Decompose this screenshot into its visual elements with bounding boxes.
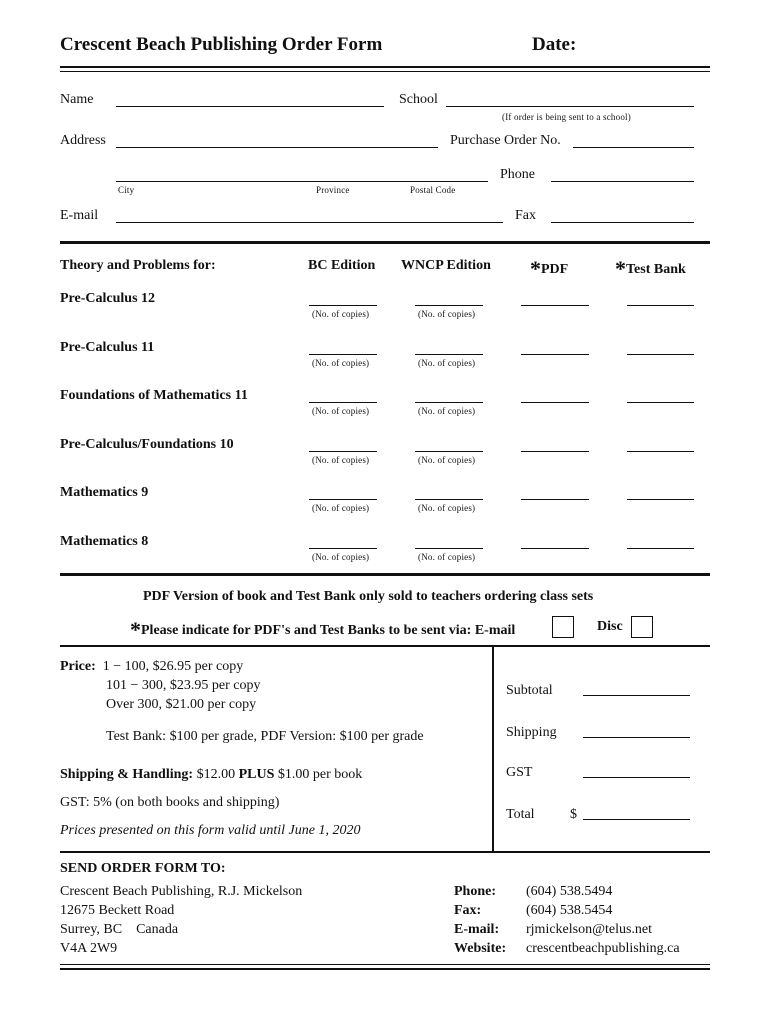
province-label: Province xyxy=(316,185,350,195)
fax-label: Fax xyxy=(515,208,536,223)
copies-note: (No. of copies) xyxy=(312,358,370,368)
total-label: Total xyxy=(506,807,535,822)
send-order-heading: SEND ORDER FORM TO: xyxy=(60,861,226,876)
total-dollar-sign: $ xyxy=(570,807,577,822)
school-label: School xyxy=(399,92,438,107)
price-tier-3: Over 300, $21.00 per copy xyxy=(106,697,257,712)
contact-email[interactable]: rjmickelson@telus.net xyxy=(526,922,653,937)
section-rule-4 xyxy=(60,851,710,853)
testbank-field[interactable] xyxy=(627,354,694,355)
name-label: Name xyxy=(60,92,94,107)
header-rule-top xyxy=(60,66,710,68)
copies-note: (No. of copies) xyxy=(312,503,370,513)
wncp-edition-field[interactable] xyxy=(415,499,483,500)
copies-note: (No. of copies) xyxy=(418,552,476,562)
header-rule-bottom xyxy=(60,71,710,72)
testbank-field[interactable] xyxy=(627,402,694,403)
contact-address-2: 12675 Beckett Road xyxy=(60,903,175,918)
disc-checkbox[interactable] xyxy=(631,616,653,638)
shipping-field[interactable] xyxy=(583,737,690,738)
section-rule-2 xyxy=(60,573,710,576)
bc-edition-field[interactable] xyxy=(309,451,377,452)
testbank-field[interactable] xyxy=(627,451,694,452)
order-row-title: Pre-Calculus 12 xyxy=(60,291,156,306)
section-rule-3 xyxy=(60,645,710,647)
contact-fax-label: Fax: xyxy=(454,903,482,918)
school-note: (If order is being sent to a school) xyxy=(502,112,631,122)
gst-field[interactable] xyxy=(583,777,690,778)
pricing-divider xyxy=(492,646,494,852)
pdf-field[interactable] xyxy=(521,305,589,306)
shipping-handling-label: Shipping & Handling: xyxy=(60,767,194,782)
pdf-field[interactable] xyxy=(521,354,589,355)
email-checkbox[interactable] xyxy=(552,616,574,638)
bc-edition-field[interactable] xyxy=(309,548,377,549)
city-province-postal-field[interactable] xyxy=(116,181,488,182)
pdf-notice: PDF Version of book and Test Bank only sold to teachers ordering class sets xyxy=(143,589,594,604)
gst-label: GST xyxy=(506,765,533,780)
price-tier-2: 101 − 300, $23.95 per copy xyxy=(106,678,261,693)
footer-rule-bottom xyxy=(60,968,710,970)
contact-phone-label: Phone: xyxy=(454,884,496,899)
order-row-title: Pre-Calculus 11 xyxy=(60,340,155,355)
pdf-field[interactable] xyxy=(521,402,589,403)
shipping-label: Shipping xyxy=(506,725,557,740)
asterisk: * xyxy=(530,256,541,281)
fax-field[interactable] xyxy=(551,222,694,223)
wncp-edition-field[interactable] xyxy=(415,451,483,452)
testbank-price: Test Bank: $100 per grade, PDF Version: $100 per grade xyxy=(106,729,424,744)
copies-note: (No. of copies) xyxy=(312,309,370,319)
phone-label: Phone xyxy=(500,167,535,182)
price-label: Price: xyxy=(60,659,96,674)
shipping-handling-rest: $1.00 per book xyxy=(277,767,363,782)
delivery-method-label xyxy=(130,617,515,643)
subtotal-field[interactable] xyxy=(583,695,690,696)
testbank-field[interactable] xyxy=(627,548,694,549)
pdf-field[interactable] xyxy=(521,499,589,500)
postal-code-label: Postal Code xyxy=(410,185,456,195)
order-row-title: Mathematics 8 xyxy=(60,534,149,549)
copies-note: (No. of copies) xyxy=(418,406,476,416)
bc-edition-field[interactable] xyxy=(309,305,377,306)
wncp-edition-field[interactable] xyxy=(415,354,483,355)
bc-edition-header: BC Edition xyxy=(308,258,376,273)
disc-label: Disc xyxy=(597,619,623,634)
wncp-edition-field[interactable] xyxy=(415,305,483,306)
po-field[interactable] xyxy=(573,147,694,148)
contact-address-1: Crescent Beach Publishing, R.J. Mickelson xyxy=(60,884,303,899)
price-tier-1-text: 1 − 100, $26.95 per copy xyxy=(102,659,244,674)
price-tier-1 xyxy=(60,659,243,675)
pdf-field[interactable] xyxy=(521,451,589,452)
contact-fax: (604) 538.5454 xyxy=(526,903,613,918)
delivery-method-text: Please indicate for PDF's and Test Banks to be sent via: E-mail xyxy=(141,623,516,638)
contact-phone: (604) 538.5494 xyxy=(526,884,613,899)
theory-header: Theory and Problems for: xyxy=(60,258,216,273)
section-rule-1 xyxy=(60,241,710,244)
bc-edition-field[interactable] xyxy=(309,499,377,500)
email-field[interactable] xyxy=(116,222,503,223)
testbank-header xyxy=(615,256,686,282)
copies-note: (No. of copies) xyxy=(312,406,370,416)
school-field[interactable] xyxy=(446,106,694,107)
name-field[interactable] xyxy=(116,106,384,107)
footer-rule-top xyxy=(60,964,710,965)
copies-note: (No. of copies) xyxy=(312,552,370,562)
email-label: E-mail xyxy=(60,208,99,223)
address-label: Address xyxy=(60,133,106,148)
contact-address-3: Surrey, BC Canada xyxy=(60,922,179,937)
order-row-title: Mathematics 9 xyxy=(60,485,149,500)
testbank-field[interactable] xyxy=(627,499,694,500)
order-row-title: Pre-Calculus/Foundations 10 xyxy=(60,437,234,452)
bc-edition-field[interactable] xyxy=(309,402,377,403)
city-label: City xyxy=(118,185,135,195)
date-label: Date: xyxy=(532,34,577,55)
shipping-handling xyxy=(60,767,362,783)
bc-edition-field[interactable] xyxy=(309,354,377,355)
form-title: Crescent Beach Publishing Order Form xyxy=(60,34,383,55)
wncp-edition-field[interactable] xyxy=(415,548,483,549)
copies-note: (No. of copies) xyxy=(418,358,476,368)
wncp-edition-header: WNCP Edition xyxy=(401,258,491,273)
testbank-header-label: Test Bank xyxy=(626,262,686,277)
pdf-field[interactable] xyxy=(521,548,589,549)
contact-address-4: V4A 2W9 xyxy=(60,941,118,956)
copies-note: (No. of copies) xyxy=(418,503,476,513)
shipping-handling-plus: PLUS xyxy=(238,767,275,782)
pdf-header-label: PDF xyxy=(541,262,569,277)
total-field[interactable] xyxy=(583,819,690,820)
subtotal-label: Subtotal xyxy=(506,683,553,698)
testbank-field[interactable] xyxy=(627,305,694,306)
contact-website-label: Website: xyxy=(454,941,507,956)
order-row-title: Foundations of Mathematics 11 xyxy=(60,388,248,403)
phone-field[interactable] xyxy=(551,181,694,182)
copies-note: (No. of copies) xyxy=(418,309,476,319)
asterisk: * xyxy=(615,256,626,281)
prices-valid-note: Prices presented on this form valid until June 1, 2020 xyxy=(60,823,361,838)
asterisk: * xyxy=(130,617,141,642)
po-label: Purchase Order No. xyxy=(450,133,561,148)
wncp-edition-field[interactable] xyxy=(415,402,483,403)
shipping-handling-amount: $12.00 xyxy=(196,767,236,782)
copies-note: (No. of copies) xyxy=(312,455,370,465)
copies-note: (No. of copies) xyxy=(418,455,476,465)
contact-website[interactable]: crescentbeachpublishing.ca xyxy=(526,941,680,956)
address-field[interactable] xyxy=(116,147,438,148)
pdf-header xyxy=(530,256,568,282)
gst-note: GST: 5% (on both books and shipping) xyxy=(60,795,280,810)
contact-email-label: E-mail: xyxy=(454,922,500,937)
